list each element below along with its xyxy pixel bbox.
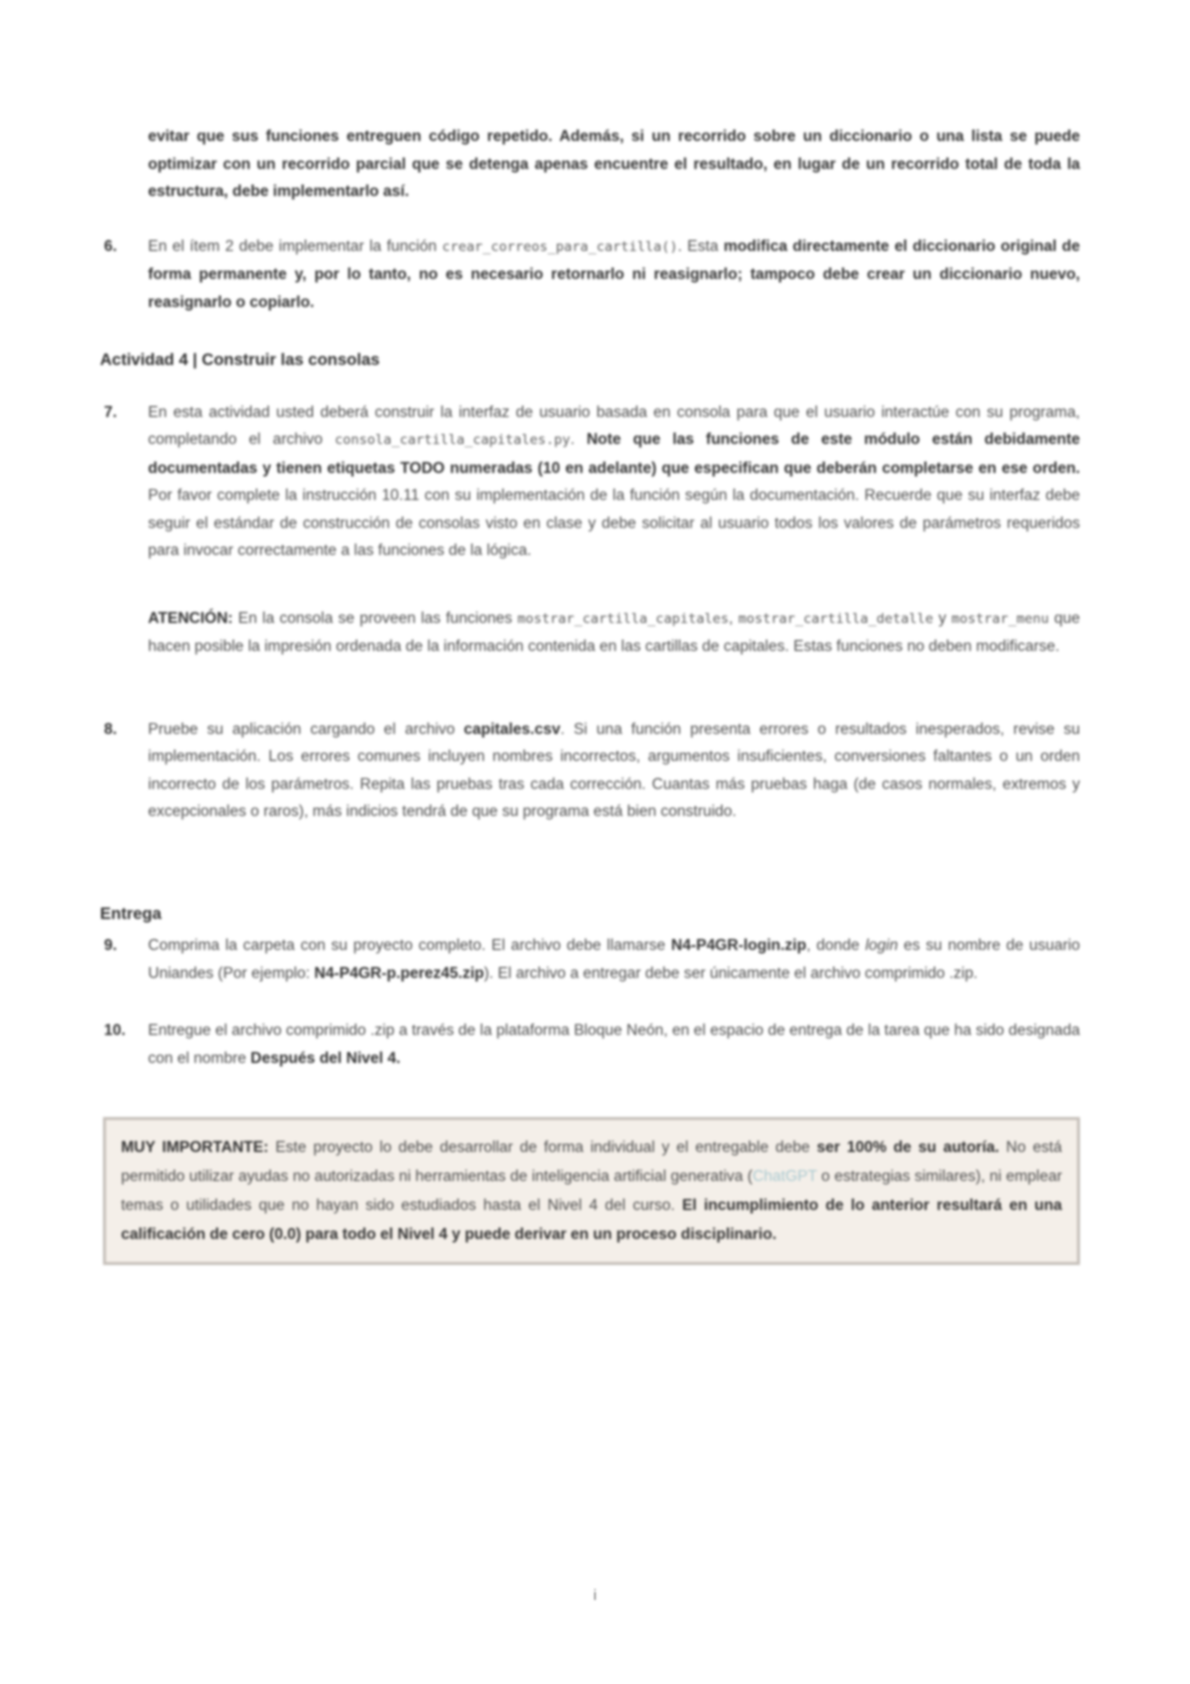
- text-segment: Después del Nivel 4.: [250, 1049, 401, 1067]
- text-segment: mostrar_menu: [951, 610, 1049, 627]
- attention-note-text: [148, 605, 1080, 661]
- text-segment: En la consola se proveen las funciones: [232, 609, 518, 627]
- text-segment: Entregue el archivo comprimido .zip a través de la plataforma Bloque Neón, en el espacio de entrega de la tarea que ha sido designada con el nombre: [148, 1022, 1080, 1067]
- list-item-7-text: [148, 399, 1080, 565]
- text-segment: En esta actividad usted deberá construir la interfaz de usuario basada en consola para que el usuario interactúe con su programa, completando el archivo: [148, 403, 1080, 448]
- text-segment: Este proyecto lo debe desarrollar de forma individual y el entregable debe: [268, 1139, 817, 1156]
- list-item-8: [100, 716, 1080, 826]
- list-item-6-text: [148, 233, 1080, 317]
- list-item-10: [100, 1017, 1080, 1072]
- text-segment: es su nombre de usuario Uniandes (Por ejemplo:: [148, 937, 1080, 982]
- page-number: i: [593, 1588, 597, 1604]
- text-segment: o estrategias similares), ni emplear temas o utilidades que no hayan sido estudiados hasta el Nivel 4 del curso.: [121, 1168, 1062, 1214]
- text-segment: modifica directamente el diccionario original de forma permanente y, por lo tanto, no es necesario retornarlo ni reasignarlo; tampoco debe crear un diccionario nuevo, reasignarlo o copiarlo.: [148, 237, 1081, 311]
- text-segment: ATENCIÓN:: [148, 609, 233, 627]
- text-segment: ,: [728, 609, 739, 627]
- text-segment: . Si una función presenta errores o resultados inesperados, revise su implementación. Los errores comunes incluyen nombres incorrectos, argumentos insuficientes, conversiones faltantes o un orden incorrecto de los parámetros. Repita las pruebas tras cada corrección. Cuantas más pruebas haga (de casos normales, extremos y excepcionales o raros), más indicios tendrá de que su programa está bien construido.: [148, 720, 1080, 820]
- activity-heading: Actividad 4 | Construir las consolas: [100, 351, 380, 369]
- text-segment: login: [865, 937, 898, 954]
- list-number-9: 9.: [104, 937, 117, 954]
- text-segment: Note que las funciones de este módulo están debidamente documentadas y tienen etiquetas TODO numeradas (10 en adelante) que especifican que deberán completarse en ese orden.: [148, 431, 1080, 477]
- list-item-8-text: [148, 716, 1080, 826]
- important-warning-text: [121, 1133, 1062, 1249]
- text-segment: mostrar_cartilla_detalle: [738, 610, 934, 627]
- text-segment: .: [570, 431, 587, 448]
- text-segment: consola_cartilla_capitales.py: [334, 432, 571, 448]
- text-segment: N4-P4GR-login.zip: [671, 937, 807, 954]
- important-warning-box: [103, 1117, 1080, 1265]
- text-segment: mostrar_cartilla_capitales: [517, 610, 729, 627]
- list-item-9-text: [148, 932, 1080, 987]
- text-segment: Pruebe su aplicación cargando el archivo: [148, 720, 464, 738]
- list-item-7: [100, 399, 1080, 565]
- text-segment: y: [933, 609, 952, 627]
- text-segment: MUY IMPORTANTE:: [121, 1139, 269, 1156]
- paragraph-continuation: [100, 123, 1080, 206]
- list-item-9: [100, 932, 1080, 987]
- text-segment: . Esta: [677, 237, 724, 255]
- text-segment: ser 100% de su autoría.: [816, 1139, 1000, 1156]
- list-item-6: [100, 233, 1080, 317]
- text-segment: capitales.csv: [463, 720, 561, 738]
- text-segment: Por favor complete la instrucción 10.11 con su implementación de la función según la documentación. Recuerde que su interfaz debe seguir el estándar de construcción de consolas visto en clase y debe solicitar al usuario todos los valores de parámetros requeridos para invocar correctamente a las funciones de la lógica.: [148, 487, 1080, 559]
- inline-link[interactable]: ChatGPT: [752, 1168, 817, 1185]
- text-segment: No está permitido utilizar ayudas no autorizadas ni herramientas de inteligencia artificial generativa (: [121, 1139, 1062, 1185]
- text-segment: N4-P4GR-p.perez45.zip: [314, 964, 484, 982]
- text-segment: ). El archivo a entregar debe ser únicamente el archivo comprimido .zip.: [483, 964, 978, 982]
- text-segment: El incumplimiento de lo anterior resultará en una calificación de cero (0.0) para todo el Nivel 4 y puede derivar en un proceso disciplinario.: [121, 1197, 1062, 1243]
- text-segment: En el ítem 2 debe implementar la función: [148, 237, 442, 255]
- list-number-10: 10.: [104, 1022, 126, 1039]
- entrega-heading: Entrega: [100, 904, 162, 923]
- document-page: [100, 123, 1080, 1265]
- text-segment: que hacen posible la impresión ordenada de la información contenida en las cartillas de capitales. Estas funciones no deben modificarse.: [148, 609, 1080, 655]
- list-number-8: 8.: [104, 720, 117, 738]
- list-number-6: 6.: [104, 237, 117, 255]
- attention-note: [100, 605, 1080, 661]
- list-number-7: 7.: [104, 403, 117, 421]
- text-segment: crear_correos_para_cartilla(): [442, 238, 678, 255]
- text-segment: , donde: [806, 937, 866, 954]
- text-segment: evitar que sus funciones entreguen código repetido. Además, si un recorrido sobre un diccionario o una lista se puede optimizar con un recorrido parcial que se detenga apenas encuentre el resultado, en lugar de un recorrido total de toda la estructura, debe implementarlo así.: [148, 128, 1080, 200]
- text-segment: Comprima la carpeta con su proyecto completo. El archivo debe llamarse: [148, 937, 672, 954]
- list-item-10-text: [148, 1017, 1080, 1072]
